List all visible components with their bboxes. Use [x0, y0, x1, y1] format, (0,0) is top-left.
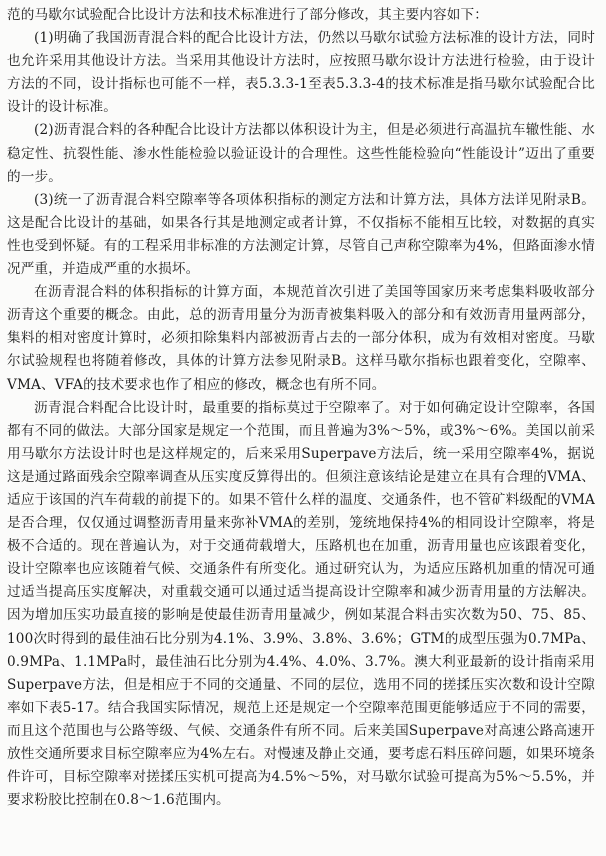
document-body — [7, 4, 595, 812]
paragraph-volumetric-indices: 在沥青混合料的体积指标的计算方面，本规范首次引进了美国等国家历来考虑集料吸收部分沥青这个重要的概念。由此，总的沥青用量分为沥青被集料吸入的部分和有效沥青用量两部分，集料的相对密度计算时，必须扣除集料内部被沥青占去的一部分体积，成为有效相对密度。马歇尔试验规程也将随着修改，具体的计算方法参见附录B。这样马歇尔指标也跟着变化，空隙率、VMA、VFA的技术要求也作了相应的修改，概念也有所不同。 — [7, 284, 595, 393]
paragraph-item-2: (2)沥青混合料的各种配合比设计方法都以体积设计为主，但是必须进行高温抗车辙性能、水稳定性、抗裂性能、渗水性能检验以验证设计的合理性。这些性能检验向“性能设计”迈出了重要的一步。 — [7, 122, 595, 185]
paragraph-air-voids: 沥青混合料配合比设计时，最重要的指标莫过于空隙率了。对于如何确定设计空隙率，各国都有不同的做法。大部分国家是规定一个范围，而且普遍为3%～5%，或3%～6%。美国以前采用马歇尔方法设计时也是这样规定的，后来采用Superpave方法后，统一采用空隙率4%，据说这是通过路面残余空隙率调查从压实度反算得出的。但须注意该结论是建立在具有合理的VMA、适应于该国的汽车荷载的前提下的。如果不管什么样的温度、交通条件，也不管矿料级配的VMA是否合理，仅仅通过调整沥青用量来弥补VMA的差别，笼统地保持4%的相同设计空隙率，将是极不合适的。现在普遍认为，对于交通荷载增大，压路机也在加重，沥青用量也应该跟着变化，设计空隙率也应该随着气候、交通条件有所变化。通过研究认为，为适应压路机加重的情况可通过适当提高压实度解决，对重载交通可以通过适当提高设计空隙率和减少沥青用量的方法解决。因为增加压实功最直接的影响是使最佳沥青用量减少，例如某混合料击实次数为50、75、85、100次时得到的最佳油石比分别为4.1%、3.9%、3.8%、3.6%；GTM的成型压强为0.7MPa、0.9MPa、1.1MPa时，最佳油石比分别为4.4%、4.0%、3.7%。澳大利亚最新的设计指南采用Superpave方法，但是相应于不同的交通量、不同的层位，选用不同的搓揉压实次数和设计空隙率如下表5-17。结合我国实际情况，规范上还是规定一个空隙率范围更能够适应于不同的需要，而且这个范围也与公路等级、气候、交通条件有所不同。后来美国Superpave对高速公路高速开放性交通所要求目标空隙率应为4%左右。对慢速及静止交通，要考虑石料压碎问题，如果环境条件许可，目标空隙率对搓揉压实机可提高为4.5%～5%，对马歇尔试验可提高为5%～5.5%，并要求粉胶比控制在0.8～1.6范围内。 — [7, 399, 595, 809]
paragraph-item-3: (3)统一了沥青混合料空隙率等各项体积指标的测定方法和计算方法，具体方法详见附录B。这是配合比设计的基础，如果各行其是地测定或者计算，不仅指标不能相互比较，对数据的真实性也受到怀疑。有的工程采用非标准的方法测定计算，尽管自己声称空隙率为4%，但路面渗水情况严重，并造成严重的水损坏。 — [7, 191, 595, 278]
paragraph-continuation: 范的马歇尔试验配合比设计方法和技术标准进行了部分修改，其主要内容如下： — [7, 7, 489, 23]
paragraph-item-1: (1)明确了我国沥青混合料的配合比设计方法，仍然以马歇尔试验方法标准的设计方法，同时也允许采用其他设计方法。当采用其他设计方法时，应按照马歇尔设计方法进行检验，由于设计方法的不同，设计指标也可能不一样，表5.3.3-1至表5.3.3-4的技术标准是指马歇尔试验配合比设计的设计标准。 — [7, 30, 595, 116]
